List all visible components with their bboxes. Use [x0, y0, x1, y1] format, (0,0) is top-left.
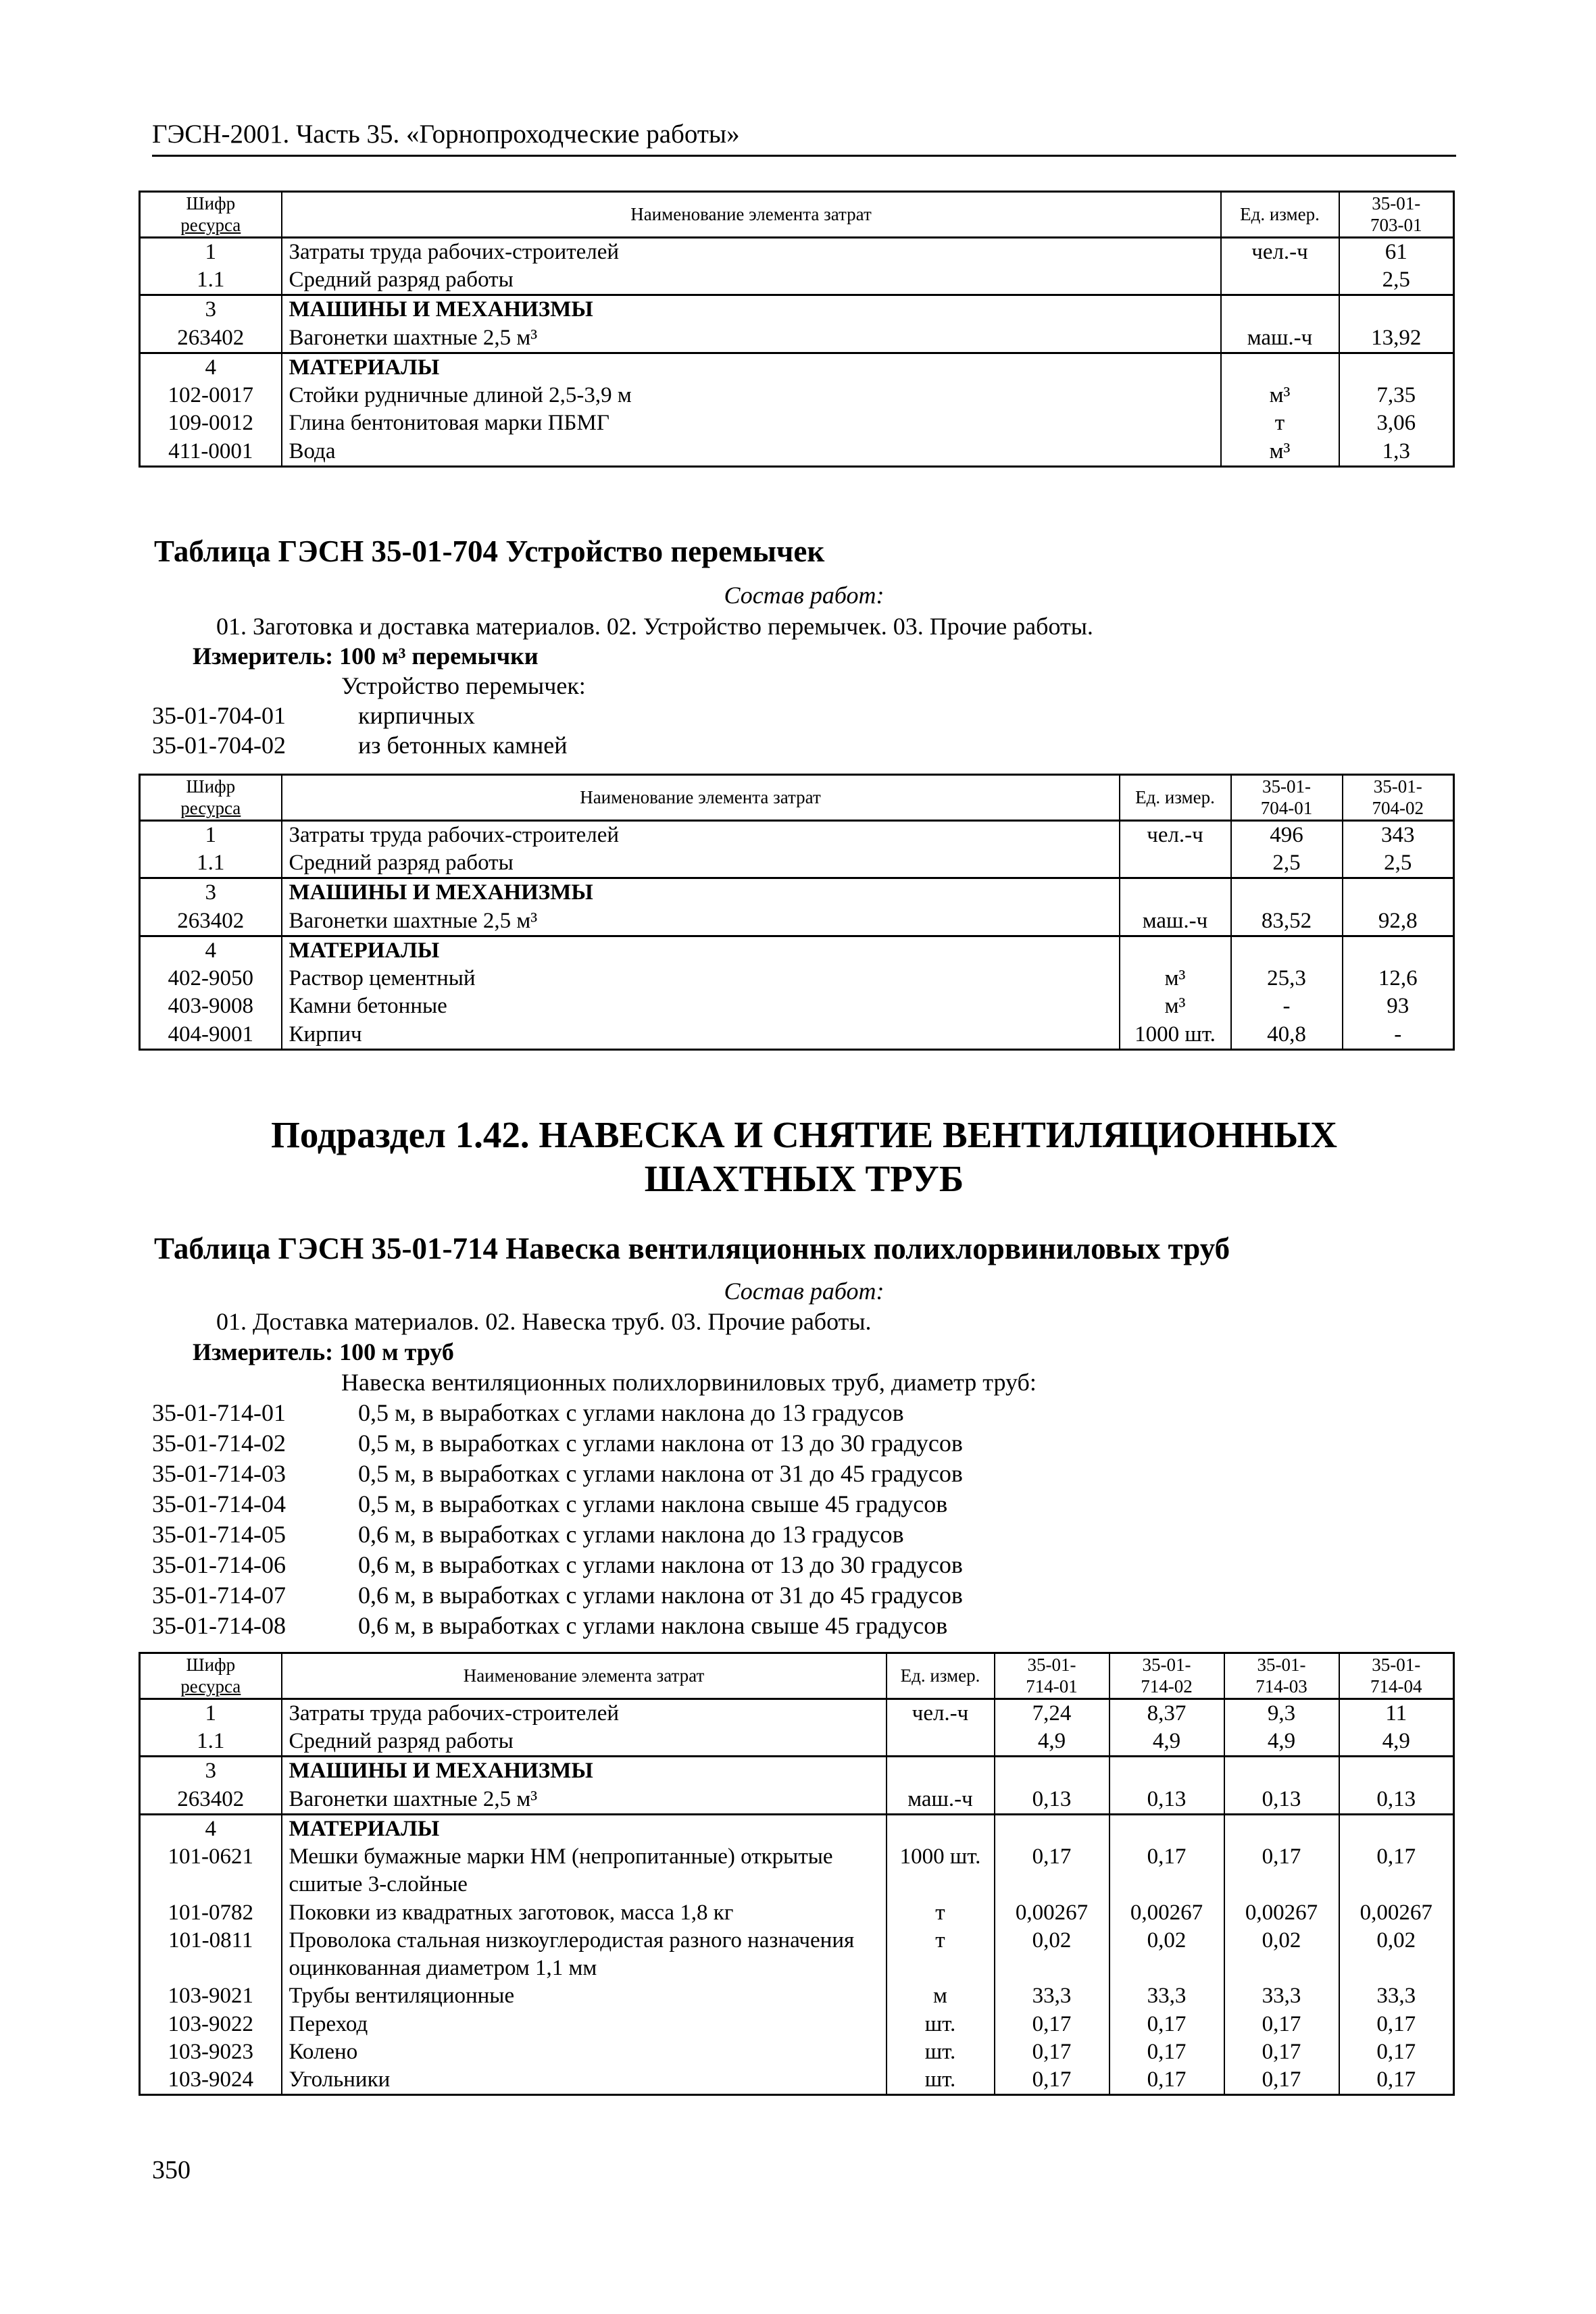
meter-714: Измеритель: 100 м труб: [193, 1338, 454, 1365]
unit: шт.: [887, 2066, 995, 2095]
norm-value: 13,92: [1339, 324, 1454, 353]
table-row: [140, 295, 1454, 324]
resource-code: 411-0001: [140, 438, 282, 467]
meter-704: Измеритель: 100 м³ перемычки: [193, 643, 539, 670]
norm-value: 40,8: [1231, 1021, 1343, 1050]
composition-text-704: 01. Заготовка и доставка материалов. 02. Устройство перемычек. 03. Прочие работы.: [216, 613, 1093, 640]
composition-label-714: Состав работ:: [724, 1278, 884, 1305]
unit: м³: [1221, 438, 1339, 467]
norm-value: -: [1343, 1021, 1454, 1050]
cost-element-name: Средний разряд работы: [282, 266, 1221, 295]
norm-value: 61: [1339, 237, 1454, 266]
resource-code: 109-0012: [140, 409, 282, 437]
running-header: ГЭСН-2001. Часть 35. «Горнопроходческие работы»: [152, 119, 1456, 157]
variant-code: 35-01-714-06: [152, 1551, 286, 1578]
table-row: [140, 2011, 1454, 2038]
variant-code: 35-01-714-04: [152, 1490, 286, 1517]
cost-element-name: Глина бентонитовая марки ПБМГ: [282, 409, 1221, 437]
norm-value: 33,3: [1109, 1982, 1224, 2010]
table-row: [140, 1786, 1454, 1815]
resource-code: 3: [140, 1757, 282, 1786]
table-row: [140, 820, 1454, 849]
table-row: [140, 849, 1454, 878]
cost-element-name: Поковки из квадратных заготовок, масса 1,8 кг: [282, 1899, 887, 1927]
unit: [1120, 849, 1231, 878]
resource-code: 101-0621: [140, 1843, 282, 1899]
cost-element-name: Вода: [282, 438, 1221, 467]
norm-value: [1224, 1757, 1339, 1786]
resource-code: 3: [140, 295, 282, 324]
column-header: Наименование элемента затрат: [282, 1653, 887, 1699]
table-row: [140, 907, 1454, 936]
norm-value: 0,17: [1109, 2066, 1224, 2095]
norm-value: 0,13: [1109, 1786, 1224, 1815]
page-number: 350: [152, 2156, 191, 2184]
table-row: [140, 409, 1454, 437]
unit: 1000 шт.: [1120, 1021, 1231, 1050]
variant-text: из бетонных камней: [358, 732, 568, 759]
norm-value: [1109, 1757, 1224, 1786]
column-header: Шифр ресурса: [140, 1653, 282, 1699]
column-header: 35-01- 704-01: [1231, 775, 1343, 821]
table-row: [140, 237, 1454, 266]
norm-value: [1231, 936, 1343, 965]
resource-code: 101-0811: [140, 1927, 282, 1983]
norm-value: 0,00267: [1109, 1899, 1224, 1927]
table-row: [140, 1899, 1454, 1927]
variant-code: 35-01-704-02: [152, 732, 286, 759]
table-title-714: Таблица ГЭСН 35-01-714 Навеска вентиляционных полихлорвиниловых труб: [154, 1232, 1230, 1265]
norm-value: 33,3: [1339, 1982, 1454, 2010]
resource-code: 102-0017: [140, 382, 282, 409]
unit: м³: [1120, 992, 1231, 1020]
norm-value: 0,17: [995, 2038, 1109, 2066]
resource-code: 4: [140, 1814, 282, 1843]
norm-value: 93: [1343, 992, 1454, 1020]
cost-element-name: Проволока стальная низкоуглеродистая разного назначения оцинкованная диаметром 1,1 мм: [282, 1927, 887, 1983]
column-header: 35-01- 714-03: [1224, 1653, 1339, 1699]
column-header: Шифр ресурса: [140, 192, 282, 238]
variant-text: 0,6 м, в выработках с углами наклона от 13 до 30 градусов: [358, 1551, 963, 1578]
norm-value: 3,06: [1339, 409, 1454, 437]
unit: чел.-ч: [887, 1699, 995, 1728]
norm-value: 0,17: [1109, 2011, 1224, 2038]
norm-value: 496: [1231, 820, 1343, 849]
norm-value: 0,17: [995, 2011, 1109, 2038]
unit: [887, 1757, 995, 1786]
variant-text: 0,6 м, в выработках с углами наклона до 13 градусов: [358, 1521, 904, 1548]
header-row: [140, 775, 1454, 821]
resource-code: 103-9023: [140, 2038, 282, 2066]
column-header: 35-01- 714-02: [1109, 1653, 1224, 1699]
variant-text: 0,6 м, в выработках с углами наклона свыше 45 градусов: [358, 1612, 948, 1639]
unit: [1120, 936, 1231, 965]
resource-code: 101-0782: [140, 1899, 282, 1927]
cost-element-name: Камни бетонные: [282, 992, 1120, 1020]
norm-value: 343: [1343, 820, 1454, 849]
unit: маш.-ч: [1120, 907, 1231, 936]
norm-value: 0,13: [1224, 1786, 1339, 1815]
table-35-01-703: [139, 191, 1455, 468]
norm-value: 8,37: [1109, 1699, 1224, 1728]
variant-text: 0,5 м, в выработках с углами наклона свыше 45 градусов: [358, 1490, 948, 1517]
cost-element-name: МАТЕРИАЛЫ: [282, 1814, 887, 1843]
norm-value: 0,02: [1224, 1927, 1339, 1983]
norm-value: [1109, 1814, 1224, 1843]
norm-value: [1231, 878, 1343, 907]
column-header: Шифр ресурса: [140, 775, 282, 821]
resource-code: 403-9008: [140, 992, 282, 1020]
norm-value: 0,00267: [1224, 1899, 1339, 1927]
norm-value: 0,17: [1224, 2011, 1339, 2038]
header-row: [140, 192, 1454, 238]
norm-value: 25,3: [1231, 965, 1343, 992]
cost-element-name: МАШИНЫ И МЕХАНИЗМЫ: [282, 1757, 887, 1786]
unit: [1120, 878, 1231, 907]
column-header: Наименование элемента затрат: [282, 775, 1120, 821]
norm-value: 0,17: [995, 2066, 1109, 2095]
column-header: Ед. измер.: [1221, 192, 1339, 238]
table-row: [140, 382, 1454, 409]
variant-text: 0,5 м, в выработках с углами наклона до 13 градусов: [358, 1399, 904, 1426]
resource-code: 103-9022: [140, 2011, 282, 2038]
variant-text: кирпичных: [358, 702, 475, 729]
subsection-title-line1: Подраздел 1.42. НАВЕСКА И СНЯТИЕ ВЕНТИЛЯЦИОННЫХ: [271, 1114, 1337, 1155]
resource-code: 1: [140, 820, 282, 849]
norm-value: [995, 1757, 1109, 1786]
unit: шт.: [887, 2038, 995, 2066]
unit: шт.: [887, 2011, 995, 2038]
norm-value: [995, 1814, 1109, 1843]
norm-value: 11: [1339, 1699, 1454, 1728]
unit: 1000 шт.: [887, 1843, 995, 1899]
unit: т: [887, 1899, 995, 1927]
variant-text: 0,6 м, в выработках с углами наклона от 31 до 45 градусов: [358, 1582, 963, 1609]
resource-code: 404-9001: [140, 1021, 282, 1050]
variant-code: 35-01-714-01: [152, 1399, 286, 1426]
table-row: [140, 353, 1454, 382]
variant-text: 0,5 м, в выработках с углами наклона от 13 до 30 градусов: [358, 1430, 963, 1457]
cost-element-name: МАТЕРИАЛЫ: [282, 936, 1120, 965]
table-row: [140, 324, 1454, 353]
cost-element-name: Средний разряд работы: [282, 849, 1120, 878]
variants-heading-704: Устройство перемычек:: [341, 672, 586, 699]
cost-element-name: Колено: [282, 2038, 887, 2066]
cost-element-name: Кирпич: [282, 1021, 1120, 1050]
column-header: 35-01- 714-01: [995, 1653, 1109, 1699]
norm-value: 0,13: [995, 1786, 1109, 1815]
norm-value: [1339, 353, 1454, 382]
norm-value: 2,5: [1343, 849, 1454, 878]
unit: чел.-ч: [1120, 820, 1231, 849]
composition-text-714: 01. Доставка материалов. 02. Навеска труб. 03. Прочие работы.: [216, 1308, 872, 1335]
cost-element-name: Стойки рудничные длиной 2,5-3,9 м: [282, 382, 1221, 409]
norm-value: 0,17: [1109, 2038, 1224, 2066]
norm-value: [1339, 1814, 1454, 1843]
unit: т: [887, 1927, 995, 1983]
table-row: [140, 1021, 1454, 1050]
resource-code: 4: [140, 936, 282, 965]
table-row: [140, 992, 1454, 1020]
cost-element-name: Раствор цементный: [282, 965, 1120, 992]
subsection-title: [128, 1113, 1480, 1201]
table-35-01-714: [139, 1652, 1455, 2096]
cost-element-name: Вагонетки шахтные 2,5 м³: [282, 1786, 887, 1815]
unit: [1221, 266, 1339, 295]
unit: [887, 1728, 995, 1757]
cost-element-name: МАШИНЫ И МЕХАНИЗМЫ: [282, 295, 1221, 324]
table-row: [140, 936, 1454, 965]
resource-code: 402-9050: [140, 965, 282, 992]
table-row: [140, 1982, 1454, 2010]
norm-value: 83,52: [1231, 907, 1343, 936]
norm-value: 0,17: [995, 1843, 1109, 1899]
unit: маш.-ч: [887, 1786, 995, 1815]
variant-code: 35-01-714-07: [152, 1582, 286, 1609]
norm-value: 0,17: [1339, 2038, 1454, 2066]
norm-value: 0,13: [1339, 1786, 1454, 1815]
norm-value: 0,17: [1224, 2066, 1339, 2095]
norm-value: 0,00267: [1339, 1899, 1454, 1927]
norm-value: 0,17: [1109, 1843, 1224, 1899]
column-header: 35-01- 714-04: [1339, 1653, 1454, 1699]
composition-label-704: Состав работ:: [724, 582, 884, 609]
table-row: [140, 1927, 1454, 1983]
resource-code: 1.1: [140, 266, 282, 295]
norm-value: 33,3: [1224, 1982, 1339, 2010]
resource-code: 1.1: [140, 1728, 282, 1757]
norm-value: 0,17: [1339, 2011, 1454, 2038]
cost-element-name: Вагонетки шахтные 2,5 м³: [282, 324, 1221, 353]
norm-value: 0,17: [1339, 2066, 1454, 2095]
column-header: 35-01- 703-01: [1339, 192, 1454, 238]
resource-code: 263402: [140, 324, 282, 353]
resource-code: 103-9021: [140, 1982, 282, 2010]
norm-value: 0,02: [1109, 1927, 1224, 1983]
unit: [1221, 295, 1339, 324]
norm-value: 92,8: [1343, 907, 1454, 936]
norm-value: 1,3: [1339, 438, 1454, 467]
variant-code: 35-01-714-05: [152, 1521, 286, 1548]
resource-code: 263402: [140, 1786, 282, 1815]
resource-code: 1.1: [140, 849, 282, 878]
variant-code: 35-01-714-03: [152, 1460, 286, 1487]
table-row: [140, 1843, 1454, 1899]
table-row: [140, 2066, 1454, 2095]
table-row: [140, 1814, 1454, 1843]
header-row: [140, 1653, 1454, 1699]
norm-value: [1224, 1814, 1339, 1843]
cost-element-name: МАТЕРИАЛЫ: [282, 353, 1221, 382]
column-header: Ед. измер.: [887, 1653, 995, 1699]
column-header: Наименование элемента затрат: [282, 192, 1221, 238]
variant-code: 35-01-704-01: [152, 702, 286, 729]
cost-element-name: Угольники: [282, 2066, 887, 2095]
unit: [1221, 353, 1339, 382]
cost-element-name: Затраты труда рабочих-строителей: [282, 1699, 887, 1728]
cost-element-name: Мешки бумажные марки НМ (непропитанные) открытые сшитые 3-слойные: [282, 1843, 887, 1899]
unit: м³: [1221, 382, 1339, 409]
resource-code: 4: [140, 353, 282, 382]
norm-value: 2,5: [1339, 266, 1454, 295]
norm-value: 7,24: [995, 1699, 1109, 1728]
norm-value: 4,9: [995, 1728, 1109, 1757]
norm-value: 9,3: [1224, 1699, 1339, 1728]
table-title-704: Таблица ГЭСН 35-01-704 Устройство перемычек: [154, 534, 825, 568]
norm-value: [1343, 936, 1454, 965]
norm-value: [1343, 878, 1454, 907]
column-header: 35-01- 704-02: [1343, 775, 1454, 821]
norm-value: 2,5: [1231, 849, 1343, 878]
unit: т: [1221, 409, 1339, 437]
table-row: [140, 1728, 1454, 1757]
table-row: [140, 438, 1454, 467]
variant-text: 0,5 м, в выработках с углами наклона от 31 до 45 градусов: [358, 1460, 963, 1487]
norm-value: 12,6: [1343, 965, 1454, 992]
cost-element-name: Средний разряд работы: [282, 1728, 887, 1757]
subsection-title-line2: ШАХТНЫХ ТРУБ: [644, 1157, 964, 1199]
cost-element-name: Затраты труда рабочих-строителей: [282, 820, 1120, 849]
norm-value: 4,9: [1109, 1728, 1224, 1757]
variant-code: 35-01-714-02: [152, 1430, 286, 1457]
norm-value: -: [1231, 992, 1343, 1020]
norm-value: 0,02: [995, 1927, 1109, 1983]
resource-code: 1: [140, 237, 282, 266]
cost-element-name: Переход: [282, 2011, 887, 2038]
unit: м: [887, 1982, 995, 2010]
table-row: [140, 1699, 1454, 1728]
cost-element-name: Вагонетки шахтные 2,5 м³: [282, 907, 1120, 936]
table-row: [140, 878, 1454, 907]
resource-code: 103-9024: [140, 2066, 282, 2095]
cost-element-name: МАШИНЫ И МЕХАНИЗМЫ: [282, 878, 1120, 907]
variants-heading-714: Навеска вентиляционных полихлорвиниловых труб, диаметр труб:: [341, 1369, 1037, 1396]
unit: чел.-ч: [1221, 237, 1339, 266]
unit: [887, 1814, 995, 1843]
table-35-01-704: [139, 774, 1455, 1051]
norm-value: 4,9: [1339, 1728, 1454, 1757]
unit: маш.-ч: [1221, 324, 1339, 353]
norm-value: 0,02: [1339, 1927, 1454, 1983]
table-row: [140, 266, 1454, 295]
norm-value: 33,3: [995, 1982, 1109, 2010]
table-row: [140, 2038, 1454, 2066]
norm-value: 0,00267: [995, 1899, 1109, 1927]
column-header: Ед. измер.: [1120, 775, 1231, 821]
table-row: [140, 1757, 1454, 1786]
norm-value: [1339, 295, 1454, 324]
unit: м³: [1120, 965, 1231, 992]
resource-code: 1: [140, 1699, 282, 1728]
cost-element-name: Затраты труда рабочих-строителей: [282, 237, 1221, 266]
resource-code: 263402: [140, 907, 282, 936]
norm-value: 7,35: [1339, 382, 1454, 409]
norm-value: [1339, 1757, 1454, 1786]
norm-value: 4,9: [1224, 1728, 1339, 1757]
norm-value: 0,17: [1339, 1843, 1454, 1899]
resource-code: 3: [140, 878, 282, 907]
norm-value: 0,17: [1224, 1843, 1339, 1899]
variant-code: 35-01-714-08: [152, 1612, 286, 1639]
table-row: [140, 965, 1454, 992]
cost-element-name: Трубы вентиляционные: [282, 1982, 887, 2010]
norm-value: 0,17: [1224, 2038, 1339, 2066]
